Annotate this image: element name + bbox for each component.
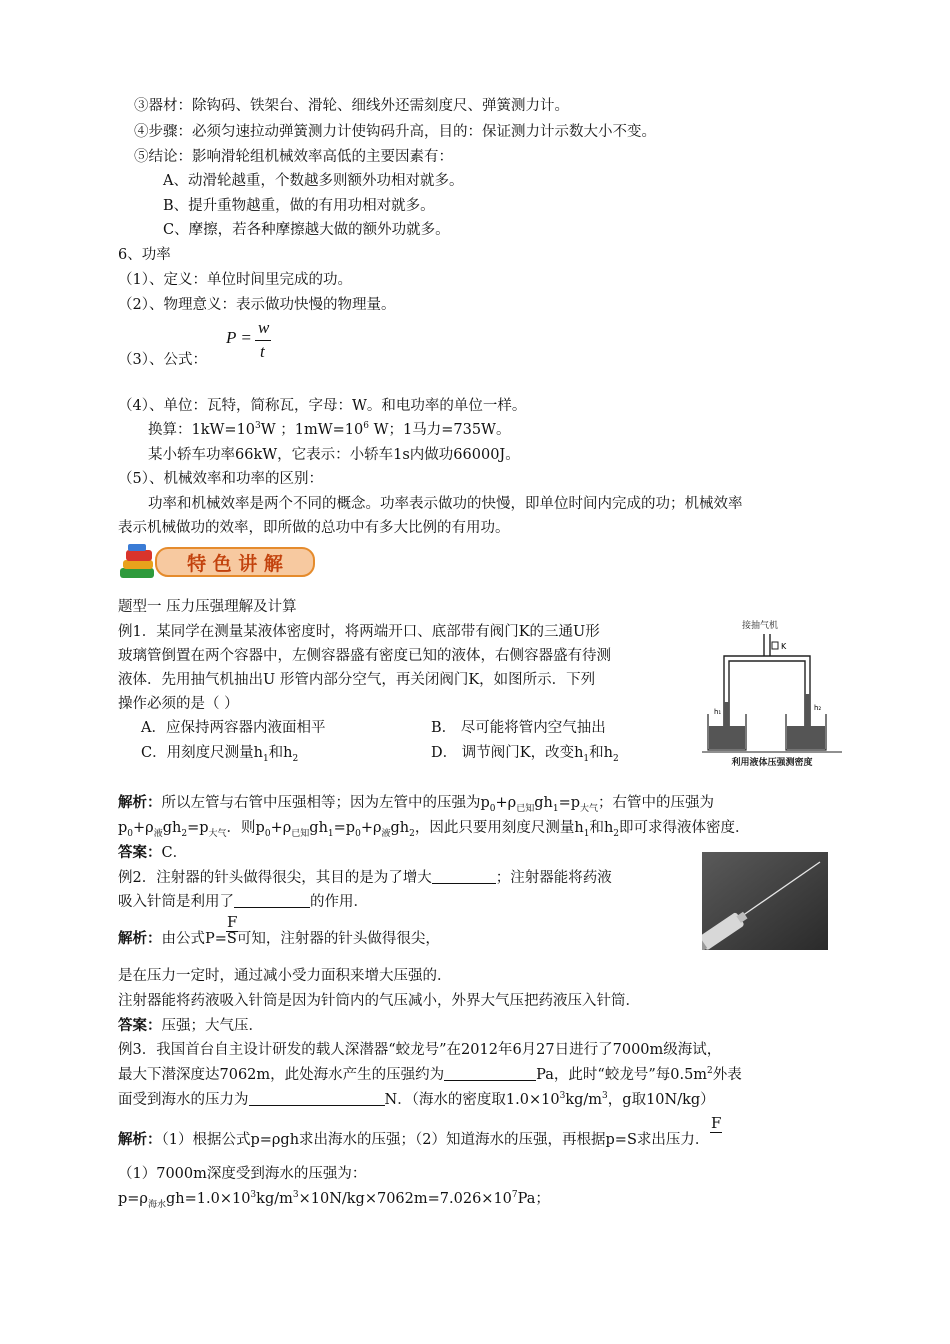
ex2-analysis-2: 是在压力一定时，通过减小受力面积来增大压强的． <box>118 968 452 984</box>
formula-numerator: w <box>258 318 270 337</box>
difference-line-2: 表示机械做功的效率，即所做的总功中有多大比例的有用功。 <box>118 520 510 536</box>
fig-pump-label: 接抽气机 <box>742 621 779 631</box>
item-steps: ④步骤：必须匀速拉动弹簧测力计使钩码升高，目的：保证测力计示数大小不变。 <box>134 124 656 140</box>
banner-text: 特 色 讲 解 <box>187 553 283 575</box>
ex1-line-2: 玻璃管倒置在两个容器中，左侧容器盛有密度已知的液体，右侧容器盛有待测 <box>118 648 611 664</box>
formula-lhs: P = <box>226 328 252 347</box>
formula-denominator: t <box>260 342 265 361</box>
ex2-analysis-1: 解析：由公式P=S可知，注射器的针头做得很尖， <box>118 930 440 947</box>
ex2-answer: 答案：压强；大气压． <box>118 1017 263 1034</box>
syringe-photo <box>702 852 828 950</box>
conclusion-c: C、摩擦，若各种摩擦越大做的额外功就多。 <box>163 222 450 238</box>
formula-label: （3）、公式： <box>118 352 207 368</box>
ex1-line-1: 例1．某同学在测量某液体密度时，将两端开口、底部带有阀门K的三通U形 <box>118 624 600 640</box>
ex3-line-1: 例3．我国首台自主设计研发的载人深潜器“蛟龙号”在2012年6月27日进行了7000m级海试， <box>118 1042 722 1058</box>
ex1-analysis-2: $p_0+\rho_液gh_2=p_{大气}$．则$p_0+\rho_{已知}gh_1=p_0+\rho_液gh_2$，因此只要用刻度尺测量$h_1$和$h_2$即可求得液体密度． <box>118 820 750 839</box>
section-title-power: 6、功率 <box>118 247 171 263</box>
fig-h1-label: h₁ <box>714 708 722 716</box>
ex3-calculation: $p=\rho_{海水}gh=1.0\times 10^3kg/m^3\times 10N/kg\times 7062m=7.026\times 10^7Pa$； <box>118 1190 550 1210</box>
ex3-blank-1[interactable] <box>444 1066 536 1081</box>
ex3-fraction-numerator: F <box>711 1114 722 1132</box>
ex1-analysis-1: 解析：所以左管与右管中压强相等；因为左管中的压强为$p_0+\rho_{已知}gh_1=p_{大气}$；右管中的压强为 <box>118 794 715 814</box>
ex3-fraction-bar <box>710 1132 722 1133</box>
ex1-option-d: D． 调节阀门K，改变$h_1$和$h_2$ <box>431 745 619 764</box>
item-equipment: ③器材：除钩码、铁架台、滑轮、细线外还需刻度尺、弹簧测力计。 <box>134 98 569 114</box>
conclusion-b: B、提升重物越重，做的有用功相对就多。 <box>163 198 435 214</box>
formula-fraction-bar <box>255 340 271 341</box>
difference-title: （5）、机械效率和功率的区别： <box>118 471 323 487</box>
item-conclusion: ⑤结论：影响滑轮组机械效率高低的主要因素有： <box>134 149 453 165</box>
ex3-step-1: （1）7000m深度受到海水的压强为： <box>118 1166 367 1182</box>
u-tube-figure <box>702 618 842 768</box>
ex2-blank-1[interactable] <box>432 869 496 884</box>
conclusion-a: A、动滑轮越重，个数越多则额外功相对就多。 <box>163 173 464 189</box>
power-unit: （4）、单位：瓦特，简称瓦，字母：W。和电功率的单位一样。 <box>118 398 527 414</box>
ex2-line-2: 吸入针筒是利用了 的作用． <box>118 894 368 910</box>
car-example: 某小轿车功率66kW，它表示：小轿车1s内做功66000J。 <box>148 447 520 463</box>
power-conversion: 换算：$1kW=10^3W$ ；$1mW=10^6$ W；1马力=735W。 <box>148 421 511 438</box>
type-title: 题型一 压力压强理解及计算 <box>118 599 297 615</box>
books-icon <box>120 544 154 578</box>
ex3-line-2: 最大下潜深度达7062m，此处海水产生的压强约为 Pa，此时“蛟龙号”每$0.5m^2$外表 <box>118 1066 742 1083</box>
ex1-line-3: 液体．先用抽气机抽出U 形管内部分空气，再关闭阀门K，如图所示．下列 <box>118 672 596 688</box>
power-meaning: （2）、物理意义：表示做功快慢的物理量。 <box>118 297 396 313</box>
ex2-fraction-numerator: F <box>227 913 238 931</box>
ex2-blank-2[interactable] <box>234 893 310 908</box>
ex1-line-4: 操作必须的是（ ） <box>118 696 239 712</box>
ex3-analysis-1: 解析：（1）根据公式p=ρgh求出海水的压强；（2）知道海水的压强，再根据p=S求出压力． <box>118 1131 710 1148</box>
ex1-option-c: C．用刻度尺测量$h_1$和$h_2$ <box>141 745 299 764</box>
fig-h2-label: h₂ <box>814 704 822 712</box>
difference-line-1: 功率和机械效率是两个不同的概念。功率表示做功的快慢，即单位时间内完成的功；机械效率 <box>148 496 743 512</box>
feature-banner <box>118 542 318 582</box>
right-container <box>786 694 826 750</box>
ex2-line-1: 例2．注射器的针头做得很尖，其目的是为了增大 ；注射器能将药液 <box>118 870 612 886</box>
ex3-blank-2[interactable] <box>249 1091 385 1106</box>
ex2-analysis-3: 注射器能将药液吸入针筒是因为针筒内的气压减小，外界大气压把药液压入针筒． <box>118 993 640 1009</box>
ex3-line-3: 面受到海水的压力为 N．（海水的密度取$1.0\times 10^3kg/m^3$，g取10N/kg） <box>118 1091 715 1108</box>
fig-caption: 利用液体压强测密度 <box>731 758 813 768</box>
ex1-option-b: B． 尽可能将管内空气抽出 <box>431 720 606 736</box>
ex1-option-a: A．应保持两容器内液面相平 <box>141 720 326 736</box>
fig-valve-label: K <box>781 642 787 651</box>
ex1-answer: 答案：C． <box>118 844 188 861</box>
power-definition: （1）、定义：单位时间里完成的功。 <box>118 272 352 288</box>
